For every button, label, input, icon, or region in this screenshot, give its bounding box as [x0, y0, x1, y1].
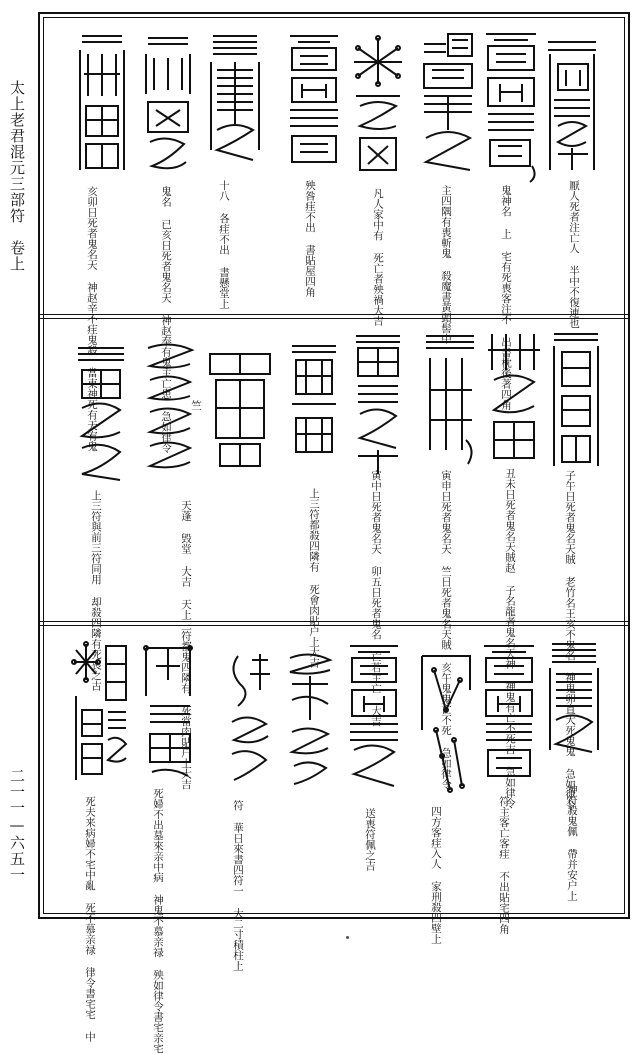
caption-top-2: 鬼神名 上 宅有死喪客注不 出書枕後著四角: [500, 185, 512, 410]
caption-mid-2: 丑未日死者鬼名天賊赵 子名龍者鬼名天神 神鬼有亡不死吉 急如律令: [504, 468, 516, 809]
panel-divider-top-2: [39, 621, 629, 622]
caption-top-8: 亥卯日死者鬼名天 神赵辛不疰鬼殺 當東神死有天宥鬼: [86, 186, 98, 452]
panel-divider-bottom: [39, 318, 629, 319]
talisman-bot-1: [544, 640, 604, 780]
caption-bot-5: 符 華日來書四符一 大二寸積柱上: [232, 800, 244, 971]
talisman-top-3: [418, 30, 478, 180]
talisman-bot-5: [282, 650, 338, 790]
scan-speck: [346, 936, 349, 939]
talisman-bot-7: [140, 640, 200, 790]
caption-top-6: 十八 各疰不出 書懸堂上: [218, 180, 230, 309]
talisman-mid-5: [286, 340, 342, 490]
margin-page-number: 二一一—六五一: [8, 768, 26, 883]
caption-bot-2: 符主客亡客疰 不出貼宅四角: [498, 796, 510, 934]
talisman-mid-8: [72, 340, 130, 490]
caption-bot-1: 神符殺鬼佩 帶并安户上: [566, 784, 578, 901]
panel-divider-bottom-2: [39, 625, 629, 626]
caption-mid-7: 天蓬 毁堂 大吉 天上三符都鬼四隣有 死當肉貼户上大吉: [180, 500, 192, 790]
talisman-bot-8: [70, 640, 130, 790]
caption-mid-1: 子午日死者鬼名天賊 老竹名王亥不鬼名 神鬼卯直大死鬼鬼 急如律令: [564, 470, 576, 811]
caption-top-4: 凡人家中有 死亡者殃禍大吉: [372, 188, 384, 326]
talisman-bot-4: [344, 640, 404, 800]
panel-divider-top: [39, 314, 629, 315]
caption-bot-6: 死婦不出墓來亲中病 神鬼不慕亲禄 殃如律令書宅亲宅: [152, 788, 164, 1054]
caption-bot-4: 送喪符佩之吉: [364, 808, 376, 871]
talisman-bot-3: [416, 650, 476, 800]
caption-bot-3: 四方客疰入人 家刑殺四壁上: [430, 806, 442, 944]
caption-bot-7: 死夫来病婦不宅中亂 死不慕亲禄 律令書宅宅 中: [84, 796, 96, 1042]
talisman-mid-1: [548, 326, 604, 476]
talisman-top-7: [140, 34, 196, 184]
talisman-top-4: [350, 34, 406, 184]
caption-mid-5: 上三符都殺四隣有 死會肉貼户上大吉: [308, 488, 320, 668]
talisman-top-5: [284, 28, 344, 178]
talisman-top-6: [205, 30, 265, 180]
talisman-top-1: [544, 30, 604, 180]
talisman-top-8: [74, 30, 130, 180]
caption-top-5: 殃咎疰不出 書貼屋四角: [304, 180, 316, 297]
caption-mid-6: 竺: [190, 400, 202, 411]
talisman-mid-3: [420, 330, 480, 480]
caption-mid-8: 上三符與前三符同用 却殺四隣有死喪之古: [90, 490, 102, 691]
talisman-mid-6: [206, 350, 274, 470]
caption-mid-4: 寅中日死者鬼名天 卯五日死者鬼名 亡若主亡 大吉: [370, 470, 382, 727]
talisman-mid-7: [140, 340, 200, 480]
talisman-bot-2: [478, 640, 540, 790]
caption-top-3: 主四隅有喪斬鬼 殺魔書黃頭髻中: [440, 185, 452, 344]
margin-book-title: 太上老君混元三部符 卷上: [8, 80, 26, 272]
talisman-mid-4: [350, 330, 406, 480]
caption-mid-3: 寅申日死者鬼名天 竺日死者鬼名天賊 亥午鬼鬼亡不死 急如律令: [440, 470, 452, 790]
talisman-top-2: [480, 26, 542, 186]
talisman-mid-2: [484, 330, 544, 470]
caption-top-1: 厭人死者注亡人 半中不復連也: [568, 180, 580, 329]
talisman-bot-6: [224, 650, 274, 790]
caption-top-7: 鬼名 已亥日死者鬼名天 神赵奉有鬼主亡患 急如律令: [160, 186, 172, 453]
